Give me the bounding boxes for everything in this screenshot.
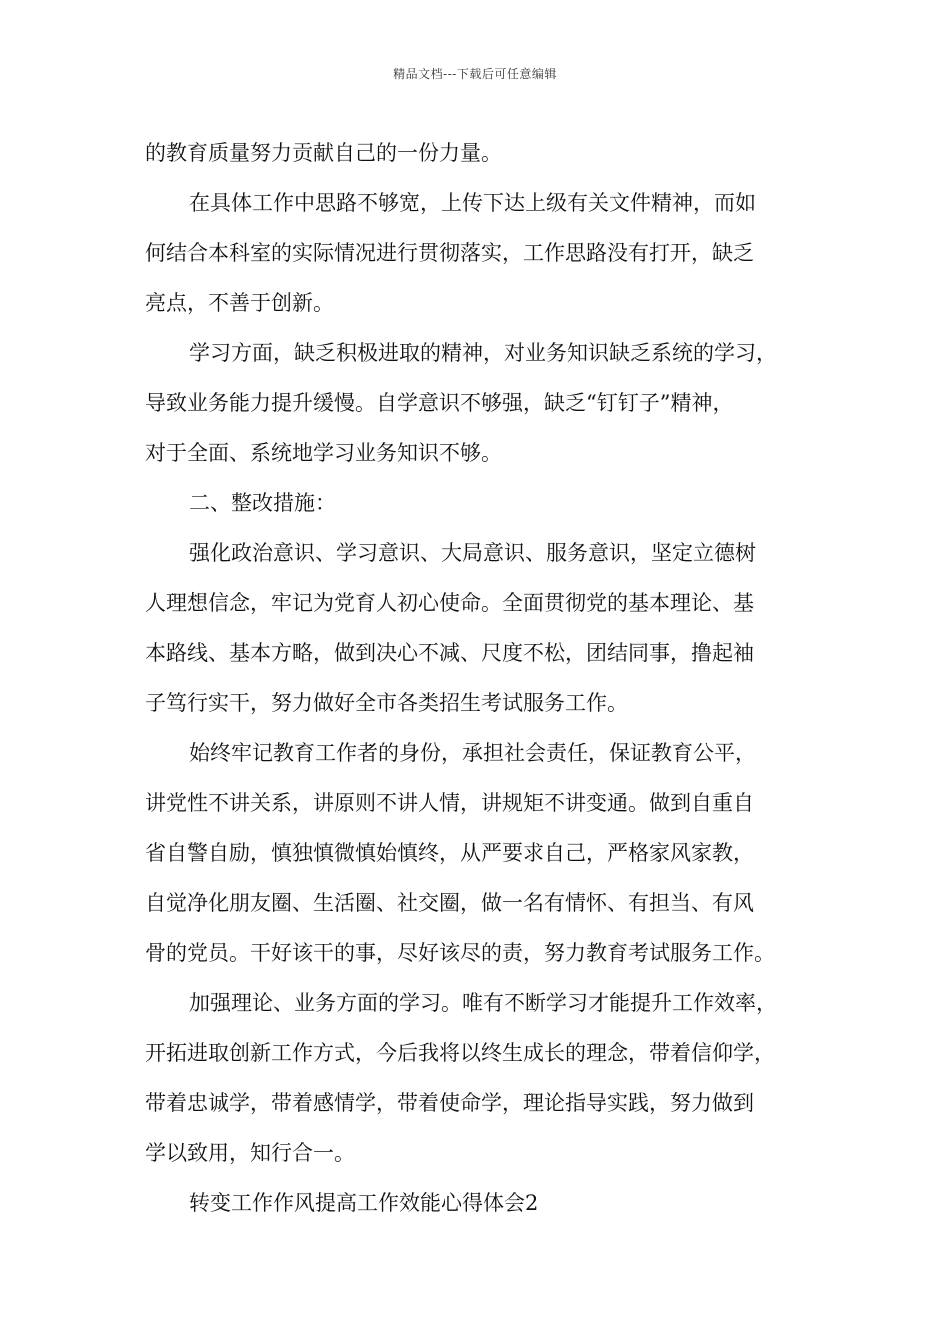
text-line: 亮点，不善于创新。 [145, 291, 334, 315]
text-line: 骨的党员。干好该干的事，尽好该尽的责，努力教育考试服务工作。 [145, 941, 775, 965]
text-line: 学习方面，缺乏积极进取的精神，对业务知识缺乏系统的学习， [189, 341, 777, 365]
text-line: 导致业务能力提升缓慢。自学意识不够强，缺乏“钉钉子”精神， [145, 391, 734, 415]
text-line: 自觉净化朋友圈、生活圈、社交圈，做一名有情怀、有担当、有风 [145, 891, 754, 915]
text-line: 的教育质量努力贡献自己的一份力量。 [145, 141, 502, 165]
section-heading: 二、整改措施： [189, 491, 336, 515]
text-line: 学以致用，知行合一。 [145, 1141, 355, 1165]
text-line: 对于全面、系统地学习业务知识不够。 [145, 441, 502, 465]
text-line: 带着忠诚学，带着感情学，带着使命学，理论指导实践，努力做到 [145, 1091, 754, 1115]
page-header: 精品文档---下载后可任意编辑 [393, 67, 557, 81]
text-line: 始终牢记教育工作者的身份，承担社会责任，保证教育公平， [189, 741, 756, 765]
article-title: 转变工作作风提高工作效能心得体会2 [189, 1191, 539, 1215]
text-line: 强化政治意识、学习意识、大局意识、服务意识，坚定立德树 [189, 541, 756, 565]
text-line: 在具体工作中思路不够宽，上传下达上级有关文件精神，而如 [189, 191, 756, 215]
text-line: 开拓进取创新工作方式，今后我将以终生成长的理念，带着信仰学， [145, 1041, 775, 1065]
text-line: 人理想信念，牢记为党育人初心使命。全面贯彻党的基本理论、基 [145, 591, 754, 615]
text-line: 讲党性不讲关系，讲原则不讲人情，讲规矩不讲变通。做到自重自 [145, 791, 754, 815]
text-line: 本路线、基本方略，做到决心不减、尺度不松，团结同事，撸起袖 [145, 641, 754, 665]
text-line: 省自警自励，慎独慎微慎始慎终，从严要求自己，严格家风家教， [145, 841, 754, 865]
text-line: 加强理论、业务方面的学习。唯有不断学习才能提升工作效率， [189, 991, 777, 1015]
document-body [145, 128, 810, 1228]
text-line: 子笃行实干，努力做好全市各类招生考试服务工作。 [145, 691, 628, 715]
text-line: 何结合本科室的实际情况进行贯彻落实，工作思路没有打开，缺乏 [145, 241, 754, 265]
